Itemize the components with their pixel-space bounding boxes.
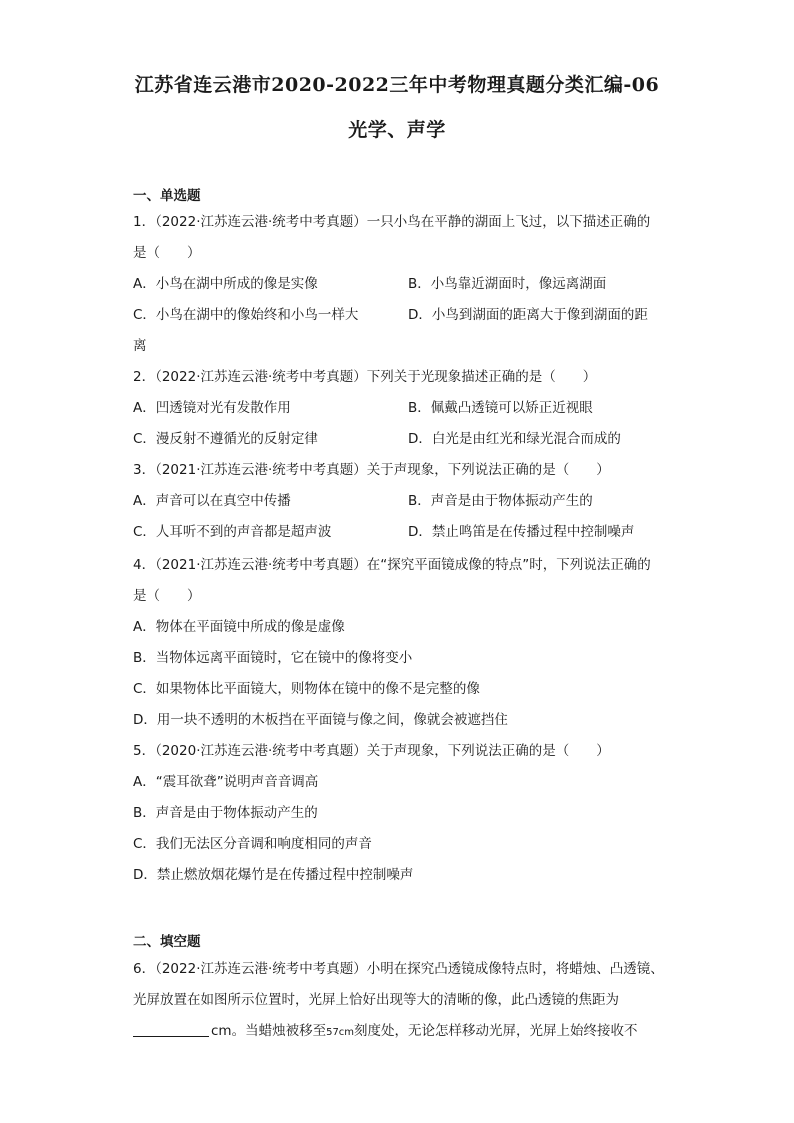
question-5-option-c: C．我们无法区分音调和响度相同的声音 [133, 836, 372, 852]
question-4-stem-cont: 是（ ） [133, 588, 201, 604]
unit-label: cm [211, 1023, 232, 1039]
question-1-option-a: A．小鸟在湖中所成的像是实像 [133, 276, 318, 292]
question-3-option-d: D．禁止鸣笛是在传播过程中控制噪声 [408, 524, 635, 540]
question-3-stem: 3．（2021·江苏连云港·统考中考真题）关于声现象，下列说法正确的是（ ） [133, 462, 610, 478]
question-4-option-c: C．如果物体比平面镜大，则物体在镜中的像不是完整的像 [133, 681, 480, 697]
question-5-option-d: D．禁止燃放烟花爆竹是在传播过程中控制噪声 [133, 867, 414, 883]
section-heading-single-choice: 一、单选题 [133, 188, 201, 204]
answer-blank[interactable] [133, 1022, 209, 1037]
question-6-text: 。当蜡烛被移至 [231, 1023, 327, 1039]
question-3-option-a: A．声音可以在真空中传播 [133, 493, 291, 509]
question-6-stem-cont: 光屏放置在如图所示位置时，光屏上恰好出现等大的清晰的像，此凸透镜的焦距为 [133, 992, 619, 1008]
question-1-option-c: C．小鸟在湖中的像始终和小鸟一样大 [133, 307, 359, 323]
question-1-stem: 1．（2022·江苏连云港·统考中考真题）一只小鸟在平静的湖面上飞过，以下描述正确的 [133, 214, 651, 230]
question-6-stem: 6．（2022·江苏连云港·统考中考真题）小明在探究凸透镜成像特点时，将蜡烛、凸透镜、 [133, 961, 664, 977]
question-6-stem-line3 [133, 1022, 638, 1042]
question-4-option-a: A．物体在平面镜中所成的像是虚像 [133, 619, 345, 635]
question-4-option-b: B．当物体远离平面镜时，它在镜中的像将变小 [133, 650, 413, 666]
question-4-stem: 4．（2021·江苏连云港·统考中考真题）在“探究平面镜成像的特点”时，下列说法正确的 [133, 557, 651, 573]
document-subtitle: 光学、声学 [348, 119, 446, 141]
question-6-text-cont: 刻度处，无论怎样移动光屏，光屏上始终接收不 [354, 1023, 638, 1039]
question-5-option-a: A．“震耳欲聋”说明声音音调高 [133, 774, 319, 790]
question-1-option-b: B．小鸟靠近湖面时，像远离湖面 [408, 276, 607, 292]
question-3-option-b: B．声音是由于物体振动产生的 [408, 493, 593, 509]
question-4-option-d: D．用一块不透明的木板挡在平面镜与像之间，像就会被遮挡住 [133, 712, 508, 728]
question-3-option-c: C．人耳听不到的声音都是超声波 [133, 524, 332, 540]
question-2-option-b: B．佩戴凸透镜可以矫正近视眼 [408, 400, 593, 416]
question-1-option-d: D．小鸟到湖面的距离大于像到湖面的距 [408, 307, 648, 323]
section-heading-fill-blank: 二、填空题 [133, 934, 201, 950]
question-5-option-b: B．声音是由于物体振动产生的 [133, 805, 318, 821]
question-1-option-d-cont: 离 [133, 338, 147, 354]
question-1-stem-cont: 是（ ） [133, 245, 201, 261]
question-2-option-c: C．漫反射不遵循光的反射定律 [133, 431, 318, 447]
document-title: 江苏省连云港市2020-2022三年中考物理真题分类汇编-06 [134, 74, 660, 96]
question-2-option-a: A．凹透镜对光有发散作用 [133, 400, 291, 416]
position-value: 57cm [326, 1027, 355, 1038]
question-5-stem: 5．（2020·江苏连云港·统考中考真题）关于声现象，下列说法正确的是（ ） [133, 743, 610, 759]
question-2-stem: 2．（2022·江苏连云港·统考中考真题）下列关于光现象描述正确的是（ ） [133, 369, 597, 385]
question-2-option-d: D．白光是由红光和绿光混合而成的 [408, 431, 621, 447]
